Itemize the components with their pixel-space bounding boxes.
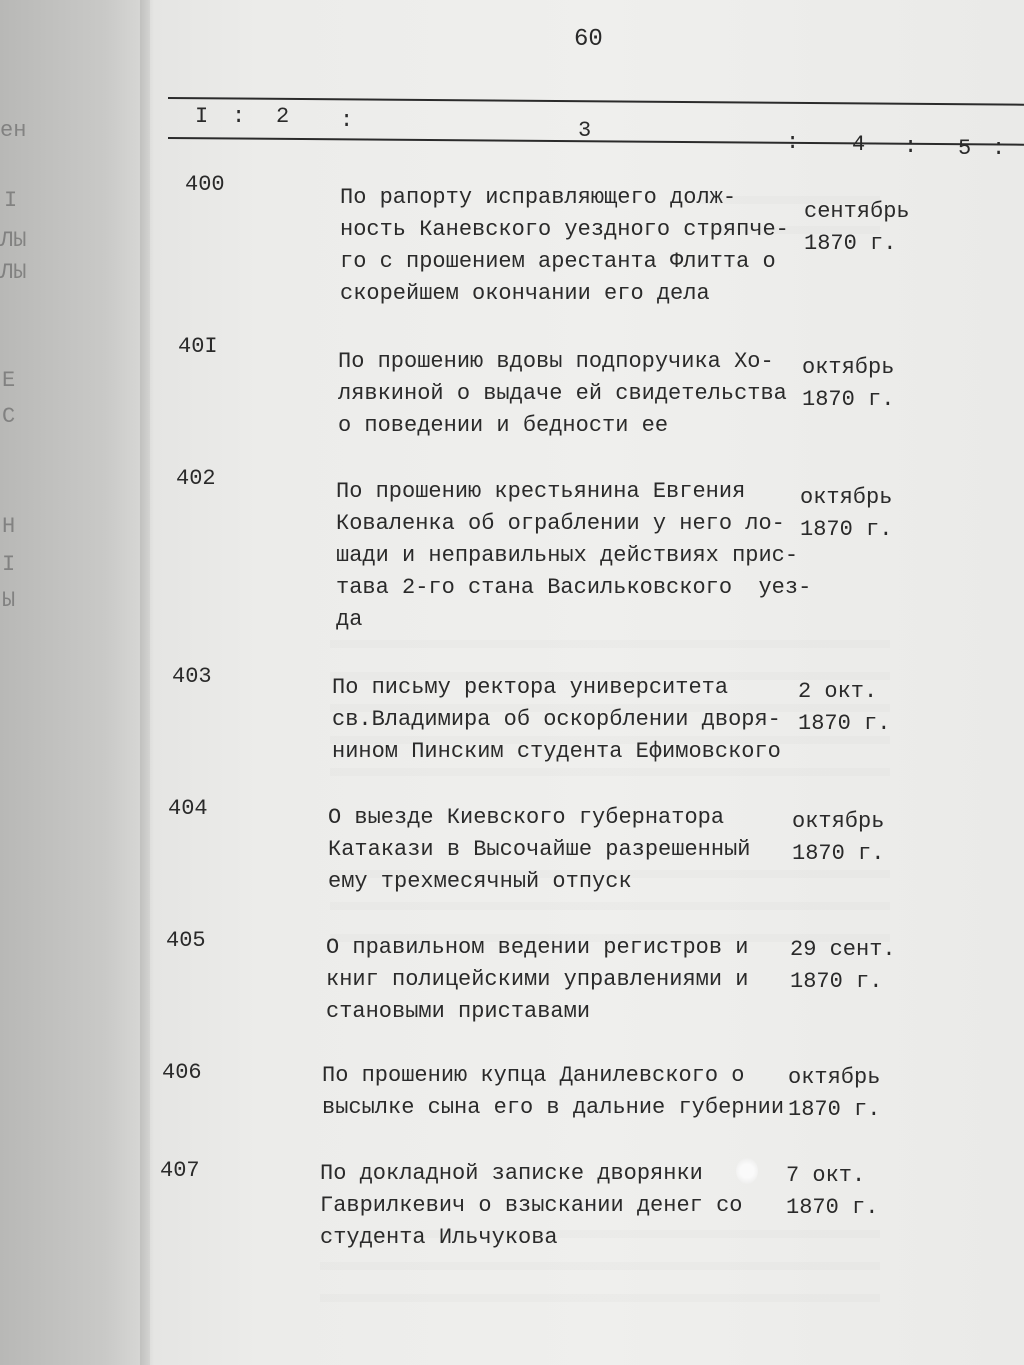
entry-date: октябрь 1870 г. <box>802 355 895 412</box>
entry-number: 404 <box>168 796 208 821</box>
entry-date: сентябрь 1870 г. <box>804 199 910 256</box>
entry-date: 2 окт. 1870 г. <box>798 679 891 736</box>
entry-description: О правильном ведении регистров и книг полицейскими управлениями и становыми приставами <box>326 935 749 1024</box>
column-header-4: 4 <box>852 132 866 157</box>
column-header-5: 5 <box>958 136 972 161</box>
entry-date: октябрь 1870 г. <box>792 809 885 866</box>
entry-description: По письму ректора университета св.Владимира об оскорблении дворя- нином Пинским студента Ефимовского <box>332 675 781 764</box>
left-page-fragment: Е <box>2 368 16 393</box>
left-page-fragment: С <box>2 404 16 429</box>
page-number: 60 <box>574 26 603 53</box>
entry-number: 406 <box>162 1060 202 1085</box>
paper-blemish <box>736 1158 758 1184</box>
column-header-3: 3 <box>578 118 592 143</box>
left-page-edge <box>0 0 150 1365</box>
header-top-rule <box>168 97 1024 106</box>
entry-number: 400 <box>185 172 225 197</box>
column-separator: : <box>340 108 354 133</box>
entry-number: 403 <box>172 664 212 689</box>
entry-number: 40I <box>178 334 218 359</box>
column-header-2: 2 <box>276 104 290 129</box>
column-header-1: I <box>195 104 209 129</box>
left-page-fragment: Ы <box>2 588 16 613</box>
entry-number: 407 <box>160 1158 200 1183</box>
column-separator: : <box>904 134 918 159</box>
entry-date: октябрь 1870 г. <box>788 1065 881 1122</box>
column-separator: : <box>992 136 1006 161</box>
entry-description: По рапорту исправляющего долж- ность Каневского уездного стряпче- го с прошением арестанта Флитта о скорейшем окончании его дела <box>340 185 789 306</box>
entry-description: О выезде Киевского губернатора Катакази в Высочайше разрешенный ему трехмесячный отпуск <box>328 805 751 894</box>
column-separator: : <box>786 130 800 155</box>
header-bottom-rule <box>168 137 1024 146</box>
entry-description: По прошению купца Данилевского о высылке сына его в дальние губернии <box>322 1063 785 1120</box>
left-page-fragment: ЛЫ <box>0 260 27 285</box>
entry-number: 402 <box>176 466 216 491</box>
left-page-fragment: ен <box>0 118 27 143</box>
entry-number: 405 <box>166 928 206 953</box>
entry-description: По прошению крестьянина Евгения Коваленка об ограблении у него ло- шади и неправильных действиях прис- тава 2-го стана Васильковского уез- да <box>336 479 812 632</box>
left-page-fragment: ЛЫ <box>0 228 27 253</box>
entry-description: По прошению вдовы подпоручика Хо- лявкиной о выдаче ей свидетельства о поведении и бедности ее <box>338 349 787 438</box>
left-page-fragment: I <box>4 188 18 213</box>
entry-date: 7 окт. 1870 г. <box>786 1163 879 1220</box>
entry-date: 29 сент. 1870 г. <box>790 937 896 994</box>
entry-date: октябрь 1870 г. <box>800 485 893 542</box>
page-fold-shadow <box>140 0 154 1365</box>
left-page-fragment: I <box>2 552 16 577</box>
entry-description: По докладной записке дворянки Гаврилкевич о взыскании денег со студента Ильчукова <box>320 1161 743 1250</box>
column-separator: : <box>232 104 246 129</box>
left-page-fragment: Н <box>2 514 16 539</box>
